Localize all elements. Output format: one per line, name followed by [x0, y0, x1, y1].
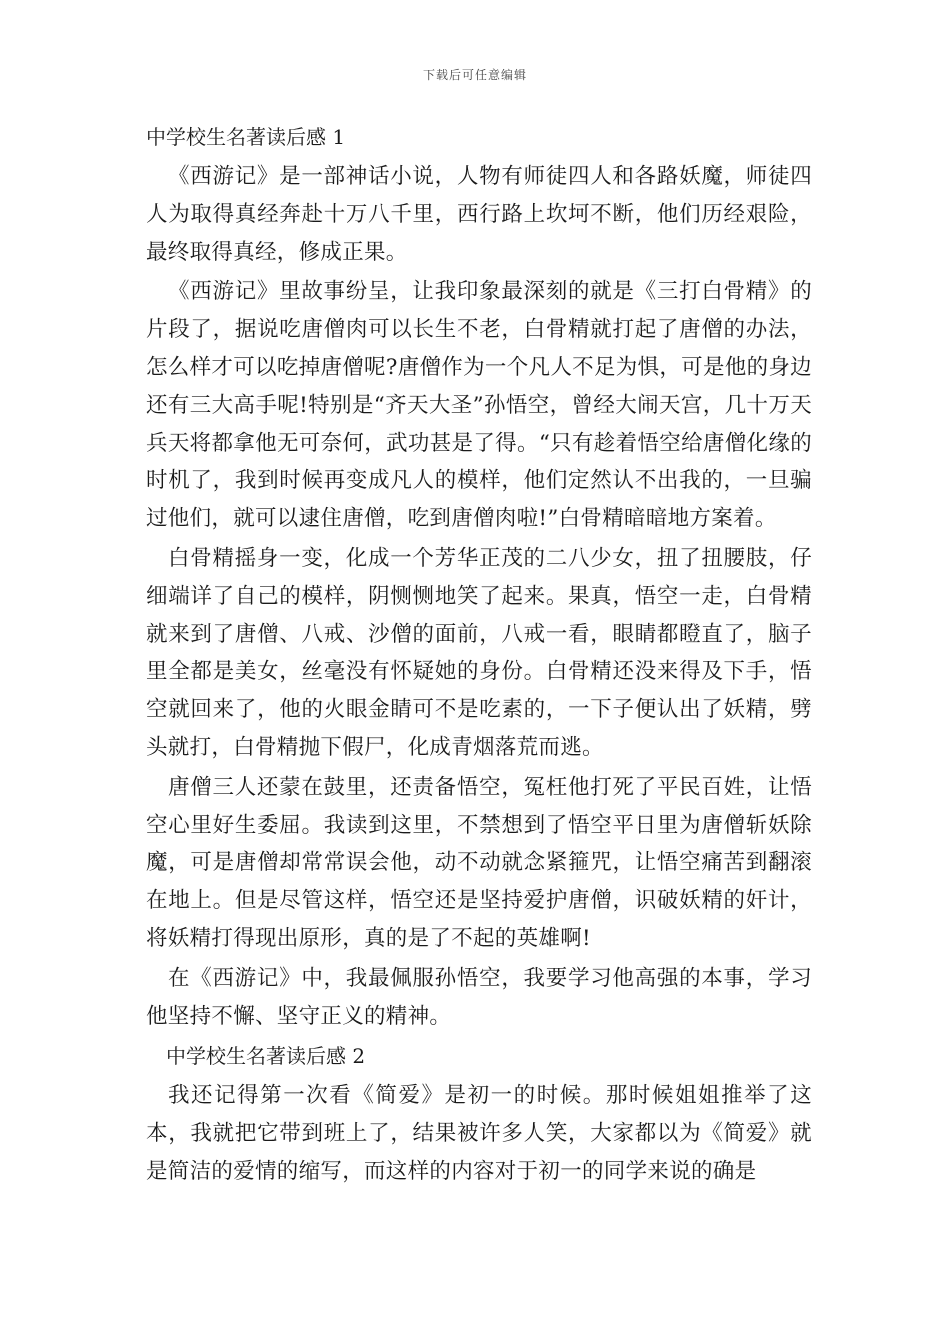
paragraph: 《西游记》里故事纷呈，让我印象最深刻的就是《三打白骨精》的片段了，据说吃唐僧肉可以长生不老，白骨精就打起了唐僧的办法，怎么样才可以吃掉唐僧呢?唐僧作为一个凡人不足为惧，可是他的身边还有三大高手呢!特别是“齐天大圣”孙悟空，曾经大闹天宫，几十万天兵天将都拿他无可奈何，武功甚是了得。“只有趁着悟空给唐僧化缘的时机了，我到时候再变成凡人的模样，他们定然认不出我的，一旦骗过他们，就可以逮住唐僧，吃到唐僧肉啦!”白骨精暗暗地方案着。: [146, 279, 812, 532]
paragraph: 唐僧三人还蒙在鼓里，还责备悟空，冤枉他打死了平民百姓，让悟空心里好生委屈。我读到这里，不禁想到了悟空平日里为唐僧斩妖除魔，可是唐僧却常常误会他，动不动就念紧箍咒，让悟空痛苦到翻滚在地上。但是尽管这样，悟空还是坚持爱护唐僧，识破妖精的奸计，将妖精打得现出原形，真的是了不起的英雄啊!: [146, 774, 812, 951]
paragraph: 白骨精摇身一变，化成一个芳华正茂的二八少女，扭了扭腰肢，仔细端详了自己的模样，阴恻恻地笑了起来。果真，悟空一走，白骨精就来到了唐僧、八戒、沙僧的面前，八戒一看，眼睛都瞪直了，脑子里全都是美女，丝毫没有怀疑她的身份。白骨精还没来得及下手，悟空就回来了，他的火眼金睛可不是吃素的，一下子便认出了妖精，劈头就打，白骨精抛下假尸，化成青烟落荒而逃。: [146, 545, 812, 760]
section-1-title: 中学校生名著读后感 1: [146, 125, 346, 149]
paragraph: 《西游记》是一部神话小说，人物有师徒四人和各路妖魔，师徒四人为取得真经奔赴十万八千里，西行路上坎坷不断，他们历经艰险，最终取得真经，修成正果。: [146, 164, 812, 265]
page-header: 下载后可任意编辑: [422, 68, 527, 82]
section-2-title: 中学校生名著读后感 2: [166, 1044, 366, 1069]
paragraph: 在《西游记》中，我最佩服孙悟空，我要学习他高强的本事，学习他坚持不懈、坚守正义的精神。: [146, 965, 812, 1029]
paragraph: 我还记得第一次看《简爱》是初一的时候。那时候姐姐推举了这本，我就把它带到班上了，结果被许多人笑，大家都以为《简爱》就是简洁的爱情的缩写，而这样的内容对于初一的同学来说的确是: [146, 1083, 812, 1184]
document-body: [146, 118, 812, 1193]
